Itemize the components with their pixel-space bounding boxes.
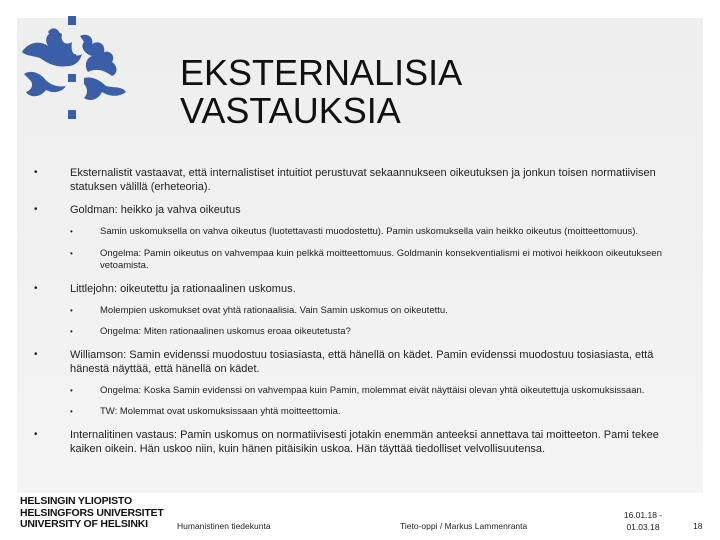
university-name-sv: HELSINGFORS UNIVERSITET xyxy=(20,506,164,519)
university-name-en: UNIVERSITY OF HELSINKI xyxy=(20,518,148,530)
list-item xyxy=(32,348,692,376)
list-item xyxy=(32,406,692,419)
university-name-fi: HELSINGIN YLIOPISTO xyxy=(20,495,132,507)
date-label xyxy=(618,509,668,533)
date-line-1: 16.01.18 - xyxy=(623,510,663,520)
list-item xyxy=(32,226,692,239)
bullet-marker: • xyxy=(34,348,38,360)
list-item-text: Samin uskomuksella on vahva oikeutus (luotettavasti muodostettu). Pamin uskomuksella vain heikko oikeutus (moitteettomuus). xyxy=(100,226,639,237)
list-item-text: Goldman: heikko ja vahva oikeutus xyxy=(70,204,241,216)
bullet-marker: • xyxy=(70,248,73,258)
bullet-marker: • xyxy=(34,428,38,440)
bullet-marker: • xyxy=(70,305,73,315)
list-item-text: Ongelma: Pamin oikeutus on vahvempaa kuin pelkkä moitteettomuus. Goldmanin konsekventialismi ei motivoi heikkoon oikeutukseen vetoamista. xyxy=(100,247,662,271)
slide-title xyxy=(180,54,462,130)
list-item xyxy=(32,282,692,296)
bullet-marker: • xyxy=(70,327,73,336)
list-item xyxy=(32,166,692,194)
faculty-label: Humanistinen tiedekunta xyxy=(177,521,271,531)
bullet-marker: • xyxy=(34,282,38,294)
list-item xyxy=(32,305,692,318)
list-item-text: Littlejohn: oikeutettu ja rationaalinen uskomus. xyxy=(70,282,296,295)
list-item xyxy=(32,248,692,273)
list-item-text: Molempien uskomukset ovat yhtä rationaalisia. Vain Samin uskomus on oikeutettu. xyxy=(100,304,448,316)
bullet-marker: • xyxy=(34,167,38,178)
title-line-2: VASTAUKSIA xyxy=(180,90,401,131)
list-item xyxy=(32,326,692,339)
list-item-text: Internalitinen vastaus: Pamin uskomus on normatiivisesti jotakin enemmän anteeksi annettava tai moitteeton. Pami tekee kaiken oikein. Hän uskoo niin, kuin hänen pitäisikin uskoa. Hän täyttää tiedolliset velvollisuutensa. xyxy=(70,428,659,455)
bullet-marker: • xyxy=(34,204,38,215)
date-line-2: 01.03.18 xyxy=(626,522,660,532)
bullet-marker: • xyxy=(70,407,73,416)
list-item-text: Williamson: Samin evidenssi muodostuu tosiasiasta, että hänellä on kädet. Pamin evidenssi muodostuu tosiasiasta, että hänestä näyttää, että hänellä on kädet. xyxy=(70,348,654,375)
list-item xyxy=(32,428,692,456)
helsinki-flame-logo-icon xyxy=(18,14,130,122)
list-item xyxy=(32,203,692,217)
bullet-marker: • xyxy=(70,385,73,395)
list-item-text: Ongelma: Koska Samin evidenssi on vahvempaa kuin Pamin, molemmat eivät näyttäisi olevan yhtä oikeutettuja uskomuksissaan. xyxy=(100,384,645,396)
course-label: Tieto-oppi / Markus Lammenranta xyxy=(400,521,528,531)
bullet-marker: • xyxy=(70,227,73,236)
list-item-text: Ongelma: Miten rationaalinen uskomus eroaa oikeutetusta? xyxy=(100,326,351,337)
bullet-list xyxy=(32,166,692,465)
title-line-1: EKSTERNALISIA xyxy=(180,52,463,93)
list-item-text: Eksternalistit vastaavat, että internalistiset intuitiot perustuvat sekaannukseen oikeutuksen ja jonkun toisen normatiivisen statuksen välillä (erheteoria). xyxy=(70,167,656,193)
list-item-text: TW: Molemmat ovat uskomuksissaan yhtä moitteettomia. xyxy=(100,406,341,417)
list-item xyxy=(32,385,692,398)
university-logo-text xyxy=(20,496,164,531)
page-number: 18 xyxy=(693,521,703,531)
